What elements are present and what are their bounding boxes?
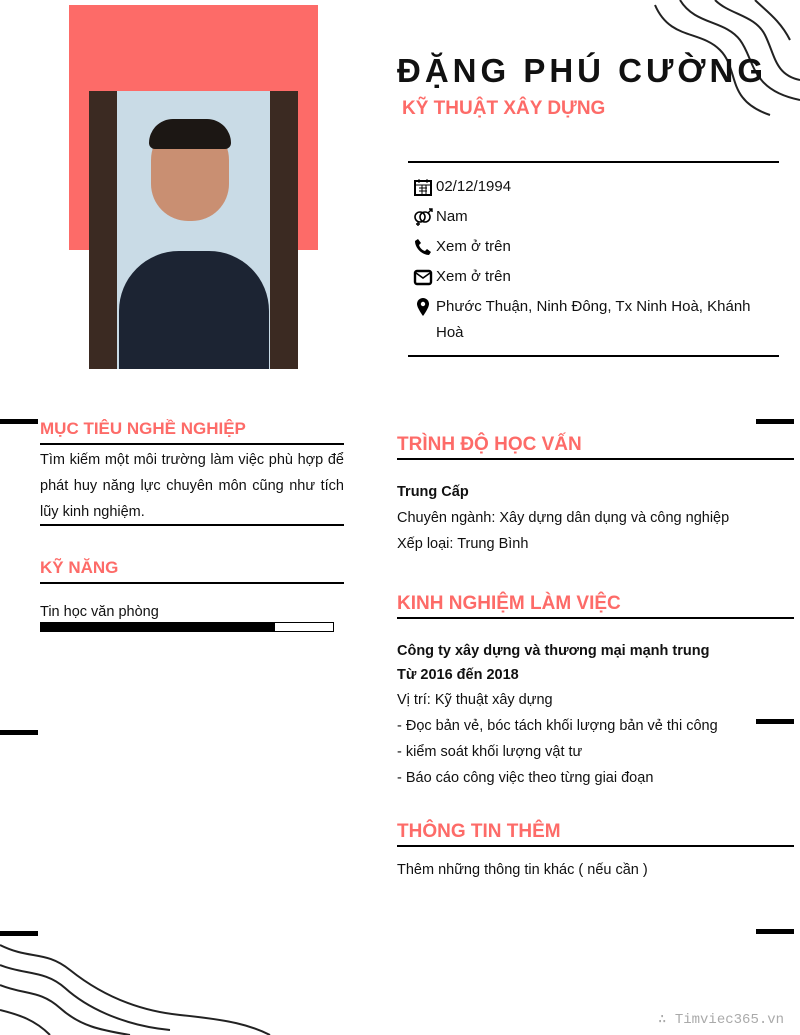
experience-company: Công ty xây dựng và thương mại mạnh trung	[397, 643, 710, 659]
job-title: KỸ THUẬT XÂY DỰNG	[402, 98, 606, 119]
divider	[40, 582, 344, 584]
decor-tick	[756, 419, 794, 424]
extra-title: THÔNG TIN THÊM	[397, 821, 561, 842]
divider	[397, 458, 794, 460]
skill-level-fill	[41, 623, 275, 631]
phone-icon	[413, 237, 433, 257]
experience-line: Vị trí: Kỹ thuật xây dựng	[397, 692, 553, 708]
education-title: TRÌNH ĐỘ HỌC VẤN	[397, 434, 582, 455]
decor-tick	[756, 719, 794, 724]
divider	[40, 443, 344, 445]
education-grade: Xếp loại: Trung Bình	[397, 536, 529, 552]
watermark: ∴ Timviec365.vn	[658, 1012, 785, 1028]
email-icon	[413, 267, 433, 287]
experience-title: KINH NGHIỆM LÀM VIỆC	[397, 593, 621, 614]
divider	[397, 617, 794, 619]
education-school: Trung Cấp	[397, 484, 469, 500]
contact-dob	[413, 174, 511, 200]
experience-period: Từ 2016 đến 2018	[397, 667, 519, 683]
decor-tick	[0, 730, 38, 735]
skill-name: Tin học văn phòng	[40, 604, 159, 620]
objective-text: Tìm kiếm một môi trường làm việc phù hợp để phát huy năng lực chuyên môn cũng như tích lũy kinh nghiệm.	[40, 452, 344, 520]
decor-tick	[756, 929, 794, 934]
experience-line: - Báo cáo công việc theo từng giai đoạn	[397, 770, 654, 786]
contact-gender	[413, 204, 468, 230]
phone-value: Xem ở trên	[436, 238, 511, 255]
divider	[408, 355, 779, 357]
extra-text: Thêm những thông tin khác ( nếu cần )	[397, 862, 648, 878]
wave-decoration-bottom	[0, 930, 280, 1035]
decor-tick	[0, 419, 38, 424]
contact-email	[413, 264, 511, 290]
skill-level-bar	[40, 622, 334, 632]
decor-tick	[0, 931, 38, 936]
dob-value: 02/12/1994	[436, 178, 512, 195]
candidate-name: ĐẶNG PHÚ CƯỜNG	[397, 52, 768, 89]
email-value: Xem ở trên	[436, 268, 511, 285]
contact-phone	[413, 234, 511, 260]
skills-title: KỸ NĂNG	[40, 558, 119, 577]
calendar-icon	[413, 177, 433, 197]
divider	[408, 161, 779, 163]
experience-line: - Đọc bản vẻ, bóc tách khối lượng bản vẻ thi công	[397, 718, 718, 734]
divider	[40, 524, 344, 526]
education-major: Chuyên ngành: Xây dựng dân dụng và công nghiệp	[397, 510, 730, 526]
profile-photo	[89, 91, 298, 369]
experience-line: - kiểm soát khối lượng vật tư	[397, 744, 583, 760]
gender-value: Nam	[436, 208, 468, 225]
address-value: Phước Thuận, Ninh Đông, Tx Ninh Hoà, Khánh Hoà	[436, 298, 751, 341]
location-icon	[413, 297, 433, 317]
gender-icon	[413, 207, 433, 227]
divider	[397, 845, 794, 847]
contact-address	[413, 294, 753, 346]
objective-title: MỤC TIÊU NGHỀ NGHIỆP	[40, 419, 246, 438]
